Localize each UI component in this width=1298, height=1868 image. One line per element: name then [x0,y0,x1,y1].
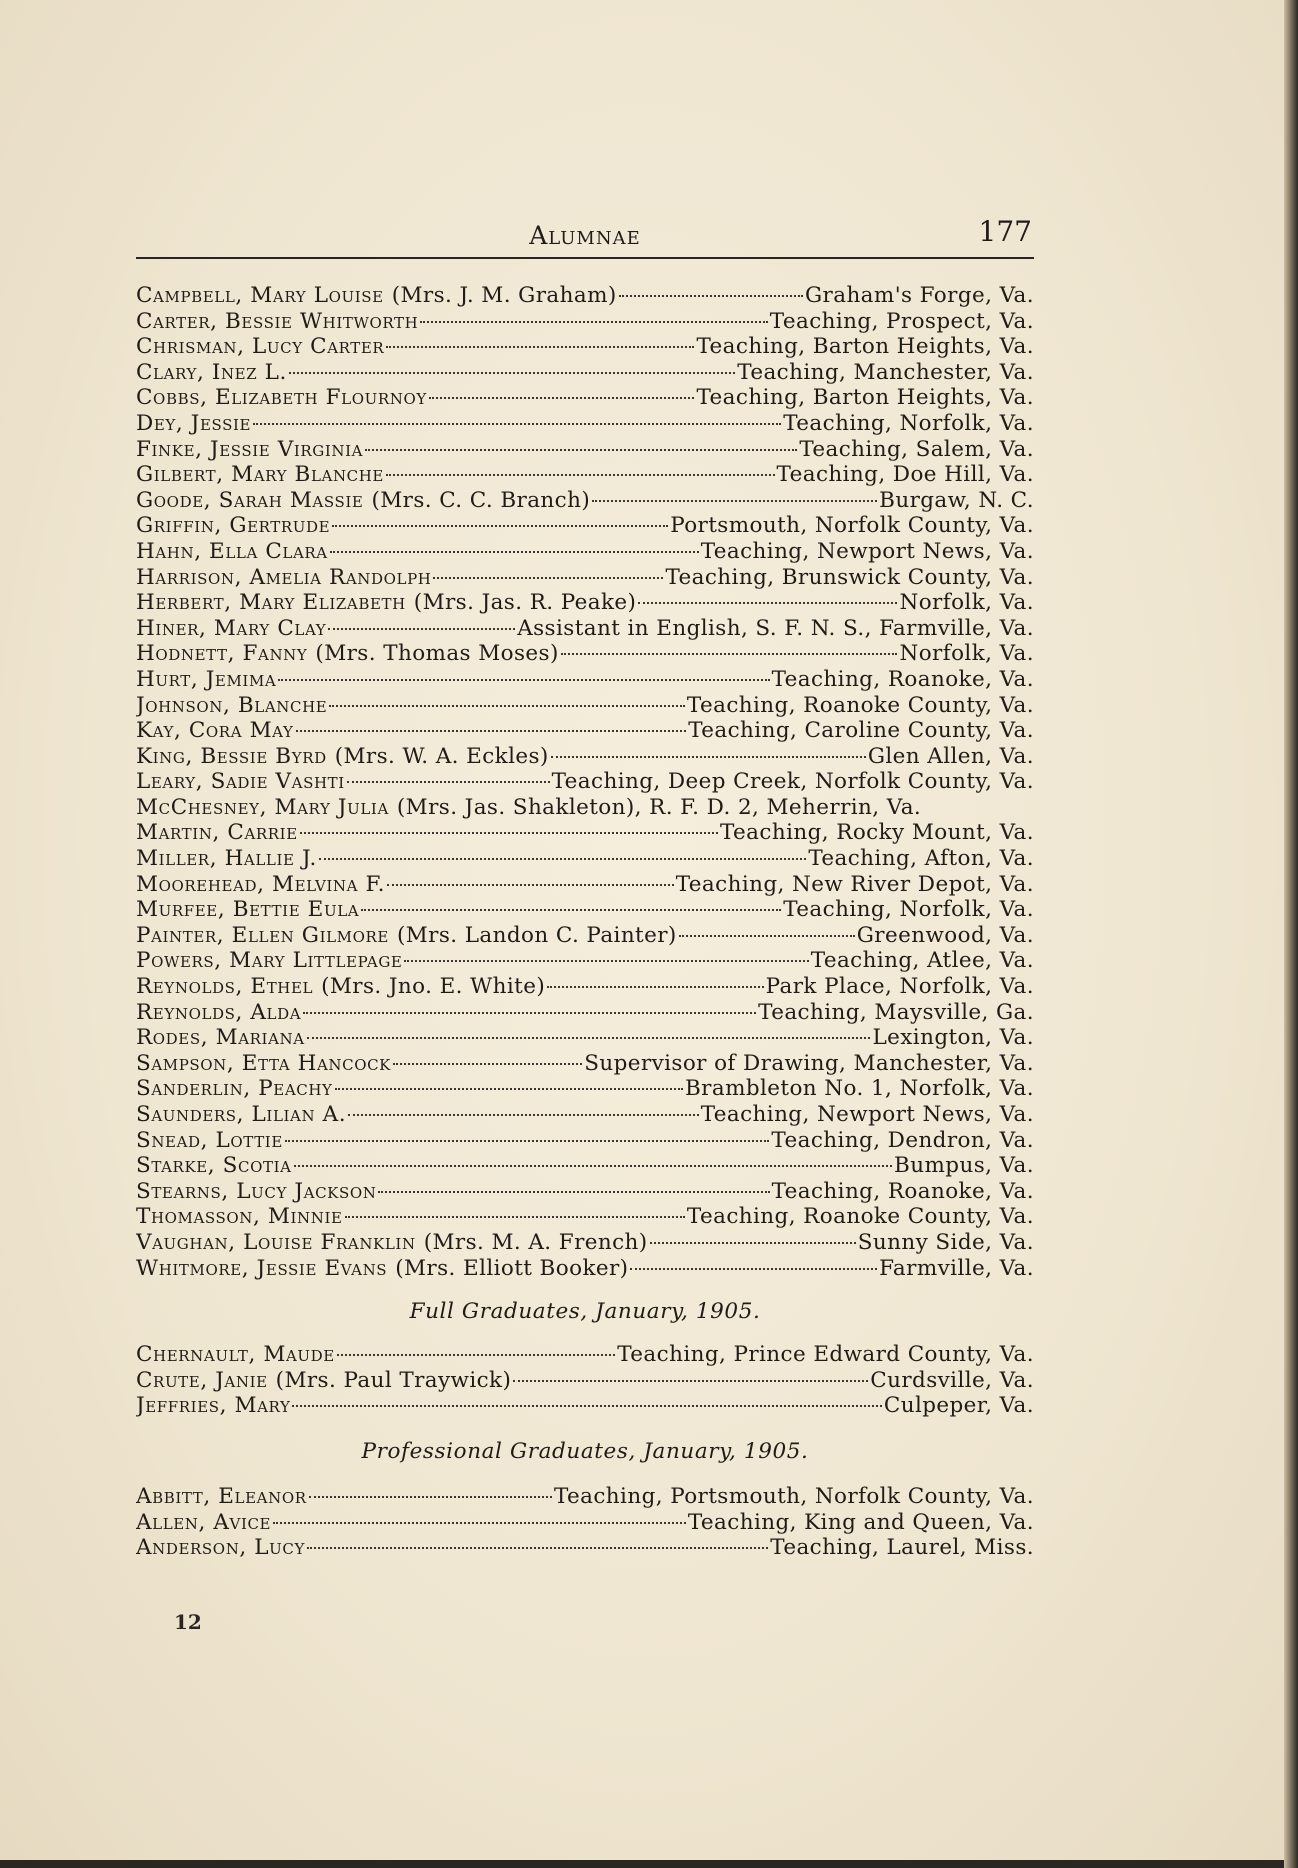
entry-name: Harrison, Amelia Randolph [136,564,432,590]
list-item [136,769,1034,795]
entry-name: Saunders, Lilian A. [136,1102,347,1127]
list-item [136,1484,1034,1510]
list-item [136,565,1034,591]
list-item [136,1230,1034,1256]
entry-name: Kay, Cora May [136,718,294,744]
entry-name: Goode, Sarah Massie [136,487,364,513]
dot-leader [619,295,803,297]
entry-name: Hahn, Ella Clara [136,538,328,564]
list-item [136,411,1034,437]
entry-location: Culpeper, Va. [883,1393,1034,1419]
entry-name: Murfee, Bettie Eula [136,897,360,923]
list-item [136,974,1034,1000]
entry-name: Stearns, Lucy Jackson [136,1178,377,1204]
dot-leader [433,577,663,579]
entry-name: Miller, Hallie J. [136,846,317,872]
signature-mark: 12 [174,1610,202,1634]
list-item [136,1204,1034,1230]
dot-leader [547,986,764,988]
dot-leader [513,1380,868,1382]
entry-location: Teaching, Deep Creek, Norfolk County, Va. [551,769,1034,795]
list-item [136,1025,1034,1051]
entry-married-name: (Mrs. Jno. E. White) [321,974,546,1000]
entry-name: Griffin, Gertrude [136,513,331,539]
dot-leader [330,551,699,553]
dot-leader [404,960,808,962]
entry-married-name: (Mrs. Landon C. Painter) [396,922,677,948]
list-item [136,872,1034,898]
list-item [136,667,1034,693]
dot-leader [289,372,735,374]
entry-location: Teaching, Prospect, Va. [769,308,1034,334]
running-head [136,215,1034,259]
entry-married-name: (Mrs. Thomas Moses) [315,641,559,667]
entry-married-name: (Mrs. M. A. French) [423,1229,648,1255]
entry-name: Whitmore, Jessie Evans [136,1255,388,1281]
list-item [136,309,1034,335]
entry-location: Teaching, Norfolk, Va. [783,410,1034,436]
dot-leader [335,1088,683,1090]
list-item [136,1000,1034,1026]
entry-name: Abbitt, Eleanor [136,1483,307,1509]
list-item [136,437,1034,463]
professional-graduates-list [136,1484,1034,1561]
entry-name: Allen, Avice [136,1509,272,1535]
entry-location: Farmville, Va. [879,1255,1034,1281]
entry-location: Teaching, Salem, Va. [799,436,1034,462]
list-item [136,1076,1034,1102]
alumnae-list [136,283,1034,1281]
entry-name: Moorehead, Melvina F. [136,871,386,897]
entry-name: Herbert, Mary Elizabeth [136,590,406,616]
dot-leader [307,1547,768,1549]
list-item [136,718,1034,744]
entry-married-name: (Mrs. J. M. Graham) [391,283,617,308]
dot-leader [307,1037,871,1039]
dot-leader [561,653,898,655]
entry-name: Vaughan, Louise Franklin [136,1229,416,1255]
entry-location: Teaching, Doe Hill, Va. [776,462,1034,488]
list-item [136,1510,1034,1536]
dot-leader [650,1242,856,1244]
dot-leader [393,1063,582,1065]
list-item [136,795,1034,821]
dot-leader [378,1191,769,1193]
entry-name: Hodnett, Fanny [136,641,308,667]
entry-name: Sanderlin, Peachy [136,1076,333,1102]
entry-name: Chrisman, Lucy Carter [136,334,385,360]
entry-location: Brambleton No. 1, Norfolk, Va. [684,1076,1034,1102]
entry-name: Crute, Janie [136,1367,268,1393]
entry-name: King, Bessie Byrd [136,743,327,769]
entry-name: McChesney, Mary Julia [136,794,389,820]
page-content [136,215,1034,1561]
list-item [136,1256,1034,1282]
entry-married-name: (Mrs. Paul Traywick) [275,1367,512,1393]
entry-location: Portsmouth, Norfolk County, Va. [670,513,1034,539]
dot-leader [253,423,781,425]
dot-leader [278,679,769,681]
list-item [136,1342,1034,1368]
entry-name: Campbell, Mary Louise [136,283,384,308]
full-graduates-heading: Full Graduates, January, 1905. [409,1299,761,1325]
entry-name: Carter, Bessie Whitworth [136,308,419,334]
dot-leader [300,832,718,834]
entry-name: Leary, Sadie Vashti [136,769,345,795]
entry-location: Teaching, Barton Heights, Va. [696,334,1034,360]
entry-name: Anderson, Lucy [136,1535,305,1561]
entry-location: Norfolk, Va. [899,641,1034,667]
entry-location: Bumpus, Va. [894,1153,1034,1179]
entry-location: Teaching, Roanoke County, Va. [686,692,1034,718]
dot-leader [332,525,668,527]
entry-married-name: (Mrs. Jas. Shakleton), R. F. D. 2, Meherrin, Va. [396,794,922,820]
entry-married-name: (Mrs. Jas. R. Peake) [413,590,637,616]
dot-leader [294,1165,893,1167]
dot-leader [365,449,797,451]
entry-name: Finke, Jessie Virginia [136,436,364,462]
dot-leader [551,756,866,758]
list-item [136,693,1034,719]
list-item [136,1393,1034,1419]
entry-name: Reynolds, Alda [136,999,302,1025]
entry-name: Clary, Inez L. [136,359,287,385]
entry-married-name: (Mrs. Elliott Booker) [395,1255,629,1281]
list-item [136,283,1034,309]
list-item [136,820,1034,846]
entry-name: Hiner, Mary Clay [136,615,327,641]
entry-location: Teaching, Portsmouth, Norfolk County, Va. [553,1483,1034,1509]
full-graduates-list [136,1342,1034,1419]
entry-name: Reynolds, Ethel [136,974,314,1000]
list-item [136,1128,1034,1154]
entry-location: Curdsville, Va. [870,1367,1034,1393]
entry-name: Hurt, Jemima [136,666,277,692]
entry-location: Graham's Forge, Va. [804,283,1034,308]
list-item [136,1179,1034,1205]
entry-location: Sunny Side, Va. [857,1229,1034,1255]
list-item [136,744,1034,770]
entry-location: Teaching, Roanoke, Va. [771,1178,1034,1204]
dot-leader [429,397,695,399]
entry-location: Teaching, Barton Heights, Va. [696,385,1034,411]
dot-leader [337,1354,615,1356]
entry-location: Teaching, Newport News, Va. [700,538,1034,564]
entry-married-name: (Mrs. W. A. Eckles) [334,743,549,769]
entry-location: Lexington, Va. [872,1025,1034,1051]
entry-married-name: (Mrs. C. C. Branch) [371,487,591,513]
dot-leader [309,1496,552,1498]
entry-location: Teaching, Afton, Va. [808,846,1034,872]
entry-location: Assistant in English, S. F. N. S., Farmville, Va. [517,615,1034,641]
dot-leader [361,909,781,911]
list-item [136,1102,1034,1128]
entry-location: Teaching, Brunswick County, Va. [665,564,1034,590]
page-number: 177 [978,215,1032,248]
entry-name: Jeffries, Mary [136,1393,291,1419]
dot-leader [630,1268,877,1270]
entry-name: Chernault, Maude [136,1342,335,1368]
dot-leader [679,935,855,937]
list-item [136,641,1034,667]
list-item [136,1368,1034,1394]
list-item [136,334,1034,360]
dot-leader [329,705,685,707]
dot-leader [386,346,694,348]
dot-leader [387,884,674,886]
list-item [136,1051,1034,1077]
entry-location: Norfolk, Va. [899,590,1034,616]
entry-location: Teaching, Newport News, Va. [700,1102,1034,1127]
page-edge [1284,0,1298,1868]
entry-name: Starke, Scotia [136,1153,292,1179]
entry-location: Burgaw, N. C. [879,487,1034,513]
list-item [136,462,1034,488]
dot-leader [292,1405,881,1407]
entry-location: Teaching, Atlee, Va. [810,948,1034,974]
dot-leader [345,1216,685,1218]
list-item [136,846,1034,872]
list-item [136,1535,1034,1561]
list-item [136,513,1034,539]
dot-leader [273,1522,686,1524]
entry-name: Rodes, Mariana [136,1025,305,1051]
list-item [136,590,1034,616]
entry-name: Snead, Lottie [136,1127,283,1153]
list-item [136,923,1034,949]
dot-leader [328,628,515,630]
entry-name: Cobbs, Elizabeth Flournoy [136,385,427,411]
entry-location: Teaching, Manchester, Va. [737,359,1034,385]
dot-leader [296,730,687,732]
dot-leader [347,781,550,783]
dot-leader [386,474,775,476]
entry-location: Teaching, Prince Edward County, Va. [617,1342,1034,1368]
entry-name: Dey, Jessie [136,410,252,436]
entry-location: Teaching, Rocky Mount, Va. [719,820,1034,846]
dot-leader [303,1012,756,1014]
list-item [136,539,1034,565]
entry-location: Teaching, Dendron, Va. [771,1127,1034,1153]
entry-name: Gilbert, Mary Blanche [136,462,384,488]
entry-location: Greenwood, Va. [856,922,1034,948]
dot-leader [285,1140,770,1142]
professional-graduates-heading: Professional Graduates, January, 1905. [361,1438,809,1464]
entry-name: Sampson, Etta Hancock [136,1050,391,1076]
list-item [136,948,1034,974]
entry-location: Teaching, Laurel, Miss. [770,1535,1034,1561]
entry-location: Supervisor of Drawing, Manchester, Va. [584,1050,1034,1076]
running-title: Alumnae [529,221,641,250]
dot-leader [348,1114,699,1116]
list-item [136,897,1034,923]
entry-name: Painter, Ellen Gilmore [136,922,389,948]
entry-location: Glen Allen, Va. [867,743,1034,769]
list-item [136,385,1034,411]
entry-location: Teaching, New River Depot, Va. [675,871,1034,897]
dot-leader [592,500,877,502]
entry-location: Teaching, King and Queen, Va. [687,1509,1034,1535]
list-item [136,360,1034,386]
list-item [136,1153,1034,1179]
entry-location: Teaching, Roanoke, Va. [771,666,1034,692]
entry-location: Teaching, Maysville, Ga. [758,999,1034,1025]
entry-location: Teaching, Roanoke County, Va. [686,1204,1034,1230]
dot-leader [319,858,806,860]
entry-location: Park Place, Norfolk, Va. [765,974,1034,1000]
entry-name: Thomasson, Minnie [136,1204,343,1230]
entry-name: Powers, Mary Littlepage [136,948,403,974]
entry-name: Martin, Carrie [136,820,298,846]
list-item [136,488,1034,514]
entry-location: Teaching, Norfolk, Va. [783,897,1034,923]
entry-name: Johnson, Blanche [136,692,328,718]
dot-leader [638,602,897,604]
list-item [136,616,1034,642]
dot-leader [420,321,767,323]
entry-location: Teaching, Caroline County, Va. [688,718,1034,744]
